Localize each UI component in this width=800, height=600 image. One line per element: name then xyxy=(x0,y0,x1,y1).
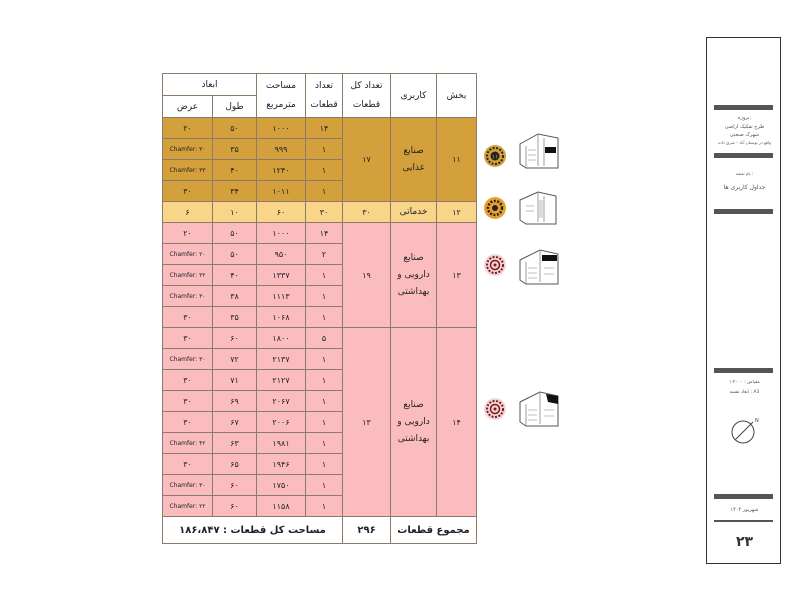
header-section: بخش xyxy=(437,74,477,118)
cell-width: Chamfer: ۲۲ xyxy=(163,496,213,517)
cell-section: ۱۲ xyxy=(437,202,477,223)
cell-area: ۹۵۰ xyxy=(257,244,306,265)
cell-width: ۲۰ xyxy=(163,118,213,139)
cell-total-plots: ۳۰ xyxy=(343,202,391,223)
header-area-line1: مساحت xyxy=(266,80,297,91)
title-block-divider xyxy=(714,494,773,499)
project-caption: پروژه: xyxy=(737,115,752,121)
land-use-table xyxy=(162,73,477,544)
cell-length: ۳۴ xyxy=(213,181,257,202)
cell-width: Chamfer: ۳۲ xyxy=(163,265,213,286)
cell-length: ۵۰ xyxy=(213,223,257,244)
cell-length: ۳۵ xyxy=(213,139,257,160)
project-line1: طرح تفکیک اراضی xyxy=(724,124,765,130)
cell-area: ۲۱۲۷ xyxy=(257,370,306,391)
table-row xyxy=(163,223,477,244)
cell-width: ۶ xyxy=(163,202,213,223)
cell-length: ۵۰ xyxy=(213,244,257,265)
cell-count: ۱ xyxy=(306,181,343,202)
cell-width: ۲۰ xyxy=(163,223,213,244)
cell-length: ۷۱ xyxy=(213,370,257,391)
cell-count: ۱ xyxy=(306,475,343,496)
cell-area: ۲۰۰۶ xyxy=(257,412,306,433)
title-block-divider xyxy=(714,153,773,158)
cell-length: ۶۹ xyxy=(213,391,257,412)
cell-area: ۱۲۴۰ xyxy=(257,160,306,181)
page-number: ۲۳ xyxy=(735,534,754,550)
total-label: مجموع قطعات xyxy=(391,517,477,544)
cell-count: ۱ xyxy=(306,160,343,181)
svg-text:۱۱: ۱۱ xyxy=(491,153,499,161)
cell-width: ۳۰ xyxy=(163,412,213,433)
service-icon xyxy=(484,197,506,219)
total-count: ۲۹۶ xyxy=(343,517,391,544)
header-area-line2: مترمربع xyxy=(266,99,296,110)
cell-length: ۶۳ xyxy=(213,433,257,454)
header-row-1 xyxy=(163,74,477,96)
title-block-divider xyxy=(714,209,773,214)
cell-area: ۱۱۱۳ xyxy=(257,286,306,307)
header-total xyxy=(343,74,391,118)
cell-count: ۱ xyxy=(306,433,343,454)
cell-area: ۹۹۹ xyxy=(257,139,306,160)
cell-area: ۱۷۵۰ xyxy=(257,475,306,496)
header-count xyxy=(306,74,343,118)
cell-width: Chamfer: ۴۲ xyxy=(163,433,213,454)
cell-count: ۱ xyxy=(306,496,343,517)
svg-text:N: N xyxy=(755,418,759,424)
cell-section: ۱۱ xyxy=(437,118,477,202)
cell-area: ۱۰۱۱ xyxy=(257,181,306,202)
cell-count: ۲ xyxy=(306,244,343,265)
cell-length: ۱۰ xyxy=(213,202,257,223)
cell-count: ۱ xyxy=(306,286,343,307)
cell-length: ۳۸ xyxy=(213,286,257,307)
table-row xyxy=(163,328,477,349)
cell-usage: خدماتی xyxy=(391,202,437,223)
cell-width: Chamfer: ۲۰ xyxy=(163,244,213,265)
header-total-line2: قطعات xyxy=(352,99,381,110)
cell-length: ۶۰ xyxy=(213,496,257,517)
cell-width: Chamfer: ۳۰ xyxy=(163,286,213,307)
sheet-title: جداول کاربری ها xyxy=(723,184,766,191)
cell-length: ۵۰ xyxy=(213,118,257,139)
cell-length: ۴۰ xyxy=(213,160,257,181)
header-count-line1: تعداد xyxy=(314,80,334,91)
date-text: شهریور ۱۴۰۴ xyxy=(730,507,759,513)
project-line3: واقع در بوستان آباد – شرق داده xyxy=(718,140,771,145)
cell-count: ۱ xyxy=(306,370,343,391)
cell-area: ۱۰۶۸ xyxy=(257,307,306,328)
title-block-divider xyxy=(714,105,773,110)
cell-total-plots: ۱۷ xyxy=(343,118,391,202)
cell-total-plots: ۱۳ xyxy=(343,328,391,517)
cell-count: ۱ xyxy=(306,307,343,328)
cell-width: ۳۰ xyxy=(163,370,213,391)
header-total-line1: تعداد کل xyxy=(350,80,383,91)
cell-width: Chamfer: ۳۰ xyxy=(163,139,213,160)
paper-size-text: ابعاد نقشه : A3 xyxy=(729,390,760,395)
cell-width: Chamfer: ۳۰ xyxy=(163,475,213,496)
building-sketch-pharma-2 xyxy=(518,388,560,430)
cell-count: ۱ xyxy=(306,391,343,412)
cell-area: ۱۹۸۱ xyxy=(257,433,306,454)
header-dimensions: ابعاد xyxy=(163,74,257,96)
cell-count: ۱ xyxy=(306,139,343,160)
building-sketch-pharma xyxy=(518,246,560,288)
table-row xyxy=(163,202,477,223)
cell-width: ۳۰ xyxy=(163,328,213,349)
cell-area: ۱۰۰۰ xyxy=(257,223,306,244)
cell-area: ۱۰۰۰ xyxy=(257,118,306,139)
cell-length: ۶۰ xyxy=(213,475,257,496)
table-row xyxy=(163,118,477,139)
food-industry-icon xyxy=(484,145,506,167)
title-block-divider xyxy=(714,368,773,373)
building-sketch-food xyxy=(518,130,560,172)
cell-area: ۱۳۳۷ xyxy=(257,265,306,286)
cell-length: ۳۵ xyxy=(213,307,257,328)
cell-width: Chamfer: ۳۰ xyxy=(163,349,213,370)
cell-width: ۳۰ xyxy=(163,391,213,412)
cell-count: ۵ xyxy=(306,328,343,349)
cell-area: ۶۰ xyxy=(257,202,306,223)
cell-count: ۱ xyxy=(306,265,343,286)
cell-count: ۳۰ xyxy=(306,202,343,223)
pharma-industry-icon-2 xyxy=(484,398,506,420)
header-width: عرض xyxy=(163,96,213,118)
cell-width: Chamfer: ۳۳ xyxy=(163,160,213,181)
project-line2: شهرک صنعتی xyxy=(729,132,760,138)
table-body xyxy=(163,118,477,517)
cell-usage: صنایع دارویی و بهداشتی xyxy=(391,223,437,328)
cell-area: ۲۱۳۷ xyxy=(257,349,306,370)
title-block-divider xyxy=(714,520,773,522)
building-sketch-service xyxy=(518,186,560,228)
title-block xyxy=(706,37,781,564)
cell-count: ۱ xyxy=(306,349,343,370)
cell-section: ۱۴ xyxy=(437,328,477,517)
north-arrow-icon xyxy=(729,416,759,446)
cell-length: ۶۵ xyxy=(213,454,257,475)
cell-length: ۶۷ xyxy=(213,412,257,433)
cell-area: ۱۱۵۸ xyxy=(257,496,306,517)
cell-usage: صنایع غذایی xyxy=(391,118,437,202)
cell-usage: صنایع دارویی و بهداشتی xyxy=(391,328,437,517)
cell-length: ۴۰ xyxy=(213,265,257,286)
land-use-table-container xyxy=(162,73,476,536)
cell-width: ۳۰ xyxy=(163,454,213,475)
cell-length: ۶۰ xyxy=(213,328,257,349)
cell-width: ۳۰ xyxy=(163,181,213,202)
cell-count: ۱۴ xyxy=(306,118,343,139)
total-area-label: مساحت کل قطعات : ۱۸۶،۸۴۷ xyxy=(163,517,343,544)
cell-count: ۱۴ xyxy=(306,223,343,244)
cell-length: ۷۲ xyxy=(213,349,257,370)
pharma-industry-icon xyxy=(484,254,506,276)
header-area xyxy=(257,74,306,118)
cell-total-plots: ۱۹ xyxy=(343,223,391,328)
scale-text: مقیاس : ۱:۲۰۰۰ xyxy=(729,380,760,385)
header-count-line2: قطعات xyxy=(310,99,338,110)
total-row xyxy=(163,517,477,544)
cell-area: ۱۸۰۰ xyxy=(257,328,306,349)
cell-count: ۱ xyxy=(306,412,343,433)
cell-section: ۱۳ xyxy=(437,223,477,328)
header-length: طول xyxy=(213,96,257,118)
header-usage: کاربری xyxy=(391,74,437,118)
cell-area: ۲۰۶۷ xyxy=(257,391,306,412)
cell-area: ۱۹۴۶ xyxy=(257,454,306,475)
sheet-caption: نام نقشه : xyxy=(735,171,754,176)
cell-width: ۳۰ xyxy=(163,307,213,328)
cell-count: ۱ xyxy=(306,454,343,475)
